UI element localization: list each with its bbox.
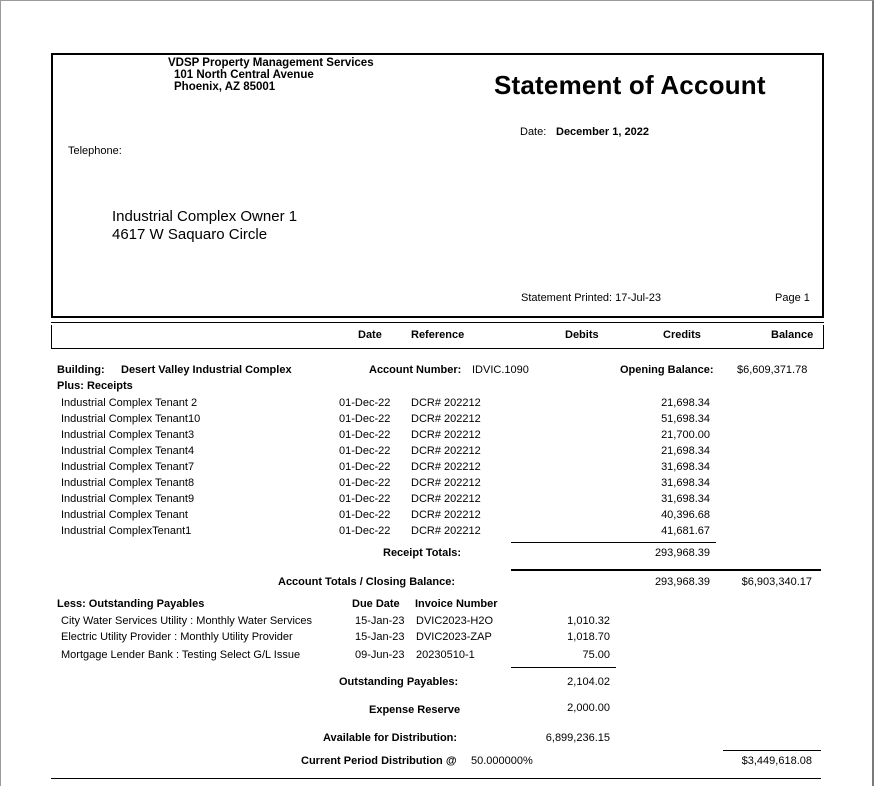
account-number: IDVIC.1090 xyxy=(472,364,529,376)
account-totals-credit: 293,968.39 xyxy=(654,576,710,588)
payable-date: 15-Jan-23 xyxy=(355,631,405,643)
payable-amount: 1,018.70 xyxy=(567,631,610,643)
payable-date: 15-Jan-23 xyxy=(355,615,405,627)
receipt-ref: DCR# 202212 xyxy=(411,509,481,521)
receipt-credit: 21,700.00 xyxy=(661,429,710,441)
receipt-date: 01-Dec-22 xyxy=(339,509,391,521)
receipt-ref: DCR# 202212 xyxy=(411,429,481,441)
expense-reserve-value: 2,000.00 xyxy=(567,702,610,714)
payable-name: City Water Services Utility : Monthly Water Services xyxy=(61,615,313,627)
current-distribution-label: Current Period Distribution @ xyxy=(301,755,457,767)
company-city: Phoenix, AZ 85001 xyxy=(174,81,276,93)
receipt-name: Industrial Complex Tenant8 xyxy=(61,477,195,489)
statement-printed: Statement Printed: 17-Jul-23 xyxy=(521,292,662,304)
receipt-credit: 41,681.67 xyxy=(661,525,710,537)
recipient-name: Industrial Complex Owner 1 xyxy=(112,208,298,225)
opening-balance-value: $6,609,371.78 xyxy=(737,364,808,376)
col-reference: Reference xyxy=(411,329,465,341)
receipt-date: 01-Dec-22 xyxy=(339,413,391,425)
outstanding-payables-label: Outstanding Payables: xyxy=(339,676,459,688)
receipt-totals-rule xyxy=(511,542,716,543)
payable-invoice: 20230510-1 xyxy=(416,649,475,661)
receipt-name: Industrial Complex Tenant3 xyxy=(61,429,195,441)
due-date-label: Due Date xyxy=(352,598,400,610)
receipt-credit: 51,698.34 xyxy=(661,413,710,425)
payable-name: Mortgage Lender Bank : Testing Select G/L Issue xyxy=(61,649,301,661)
receipt-name: Industrial Complex Tenant 2 xyxy=(61,397,198,409)
col-debits: Debits xyxy=(565,329,599,341)
account-totals-label: Account Totals / Closing Balance: xyxy=(278,576,456,588)
invoice-number-label: Invoice Number xyxy=(415,598,498,610)
payables-label: Less: Outstanding Payables xyxy=(57,598,205,610)
payable-amount: 75.00 xyxy=(582,649,610,661)
receipt-date: 01-Dec-22 xyxy=(339,477,391,489)
receipt-totals-label: Receipt Totals: xyxy=(383,547,462,559)
payable-invoice: DVIC2023-H2O xyxy=(416,615,494,627)
receipt-credit: 31,698.34 xyxy=(661,477,710,489)
outstanding-payables-value: 2,104.02 xyxy=(567,676,610,688)
receipt-ref: DCR# 202212 xyxy=(411,397,481,409)
page-number: Page 1 xyxy=(775,292,810,304)
receipt-ref: DCR# 202212 xyxy=(411,477,481,489)
col-credits: Credits xyxy=(663,329,701,341)
available-distribution-label: Available for Distribution: xyxy=(323,732,458,744)
distribution-value: $3,449,618.08 xyxy=(741,755,812,767)
available-distribution-value: 6,899,236.15 xyxy=(545,732,610,744)
receipt-name: Industrial Complex Tenant7 xyxy=(61,461,195,473)
page-title: Statement of Account xyxy=(494,70,766,100)
payable-invoice: DVIC2023-ZAP xyxy=(416,631,492,643)
distribution-rule xyxy=(723,750,821,751)
recipient-address: 4617 W Saquaro Circle xyxy=(112,226,268,243)
receipt-credit: 31,698.34 xyxy=(661,461,710,473)
receipts-label: Plus: Receipts xyxy=(57,380,133,392)
outstanding-rule xyxy=(511,667,616,668)
receipt-totals-value: 293,968.39 xyxy=(654,547,710,559)
date-value: December 1, 2022 xyxy=(556,126,649,138)
date-label: Date: xyxy=(520,126,547,138)
receipt-date: 01-Dec-22 xyxy=(339,445,391,457)
telephone-label: Telephone: xyxy=(68,145,122,157)
bottom-rule xyxy=(51,778,821,779)
company-street: 101 North Central Avenue xyxy=(174,69,314,81)
payable-amount: 1,010.32 xyxy=(567,615,610,627)
closing-balance: $6,903,340.17 xyxy=(741,576,812,588)
receipt-name: Industrial Complex Tenant xyxy=(61,509,188,521)
receipt-date: 01-Dec-22 xyxy=(339,493,391,505)
payable-date: 09-Jun-23 xyxy=(355,649,405,661)
receipt-date: 01-Dec-22 xyxy=(339,525,391,537)
col-date: Date xyxy=(358,329,382,341)
account-totals-rule xyxy=(511,569,821,571)
receipt-date: 01-Dec-22 xyxy=(339,461,391,473)
opening-balance-label: Opening Balance: xyxy=(620,364,714,376)
header-bottom-rule xyxy=(51,322,824,323)
receipt-credit: 21,698.34 xyxy=(661,397,710,409)
receipt-date: 01-Dec-22 xyxy=(339,397,391,409)
receipt-ref: DCR# 202212 xyxy=(411,413,481,425)
col-balance: Balance xyxy=(771,329,814,341)
receipt-name: Industrial Complex Tenant10 xyxy=(61,413,201,425)
receipt-name: Industrial Complex Tenant9 xyxy=(61,493,195,505)
expense-reserve-label: Expense Reserve xyxy=(369,704,461,716)
distribution-percent: 50.000000% xyxy=(471,755,533,767)
receipt-ref: DCR# 202212 xyxy=(411,525,481,537)
receipt-credit: 21,698.34 xyxy=(661,445,710,457)
building-label: Building: xyxy=(57,364,105,376)
receipt-credit: 31,698.34 xyxy=(661,493,710,505)
receipt-ref: DCR# 202212 xyxy=(411,493,481,505)
payable-name: Electric Utility Provider : Monthly Utility Provider xyxy=(61,631,293,643)
receipt-date: 01-Dec-22 xyxy=(339,429,391,441)
receipt-ref: DCR# 202212 xyxy=(411,461,481,473)
receipt-credit: 40,396.68 xyxy=(661,509,710,521)
account-label: Account Number: xyxy=(369,364,462,376)
receipt-name: Industrial ComplexTenant1 xyxy=(61,525,192,537)
company-name: VDSP Property Management Services xyxy=(168,57,374,69)
receipt-ref: DCR# 202212 xyxy=(411,445,481,457)
receipt-name: Industrial Complex Tenant4 xyxy=(61,445,195,457)
building-name: Desert Valley Industrial Complex xyxy=(121,364,292,376)
